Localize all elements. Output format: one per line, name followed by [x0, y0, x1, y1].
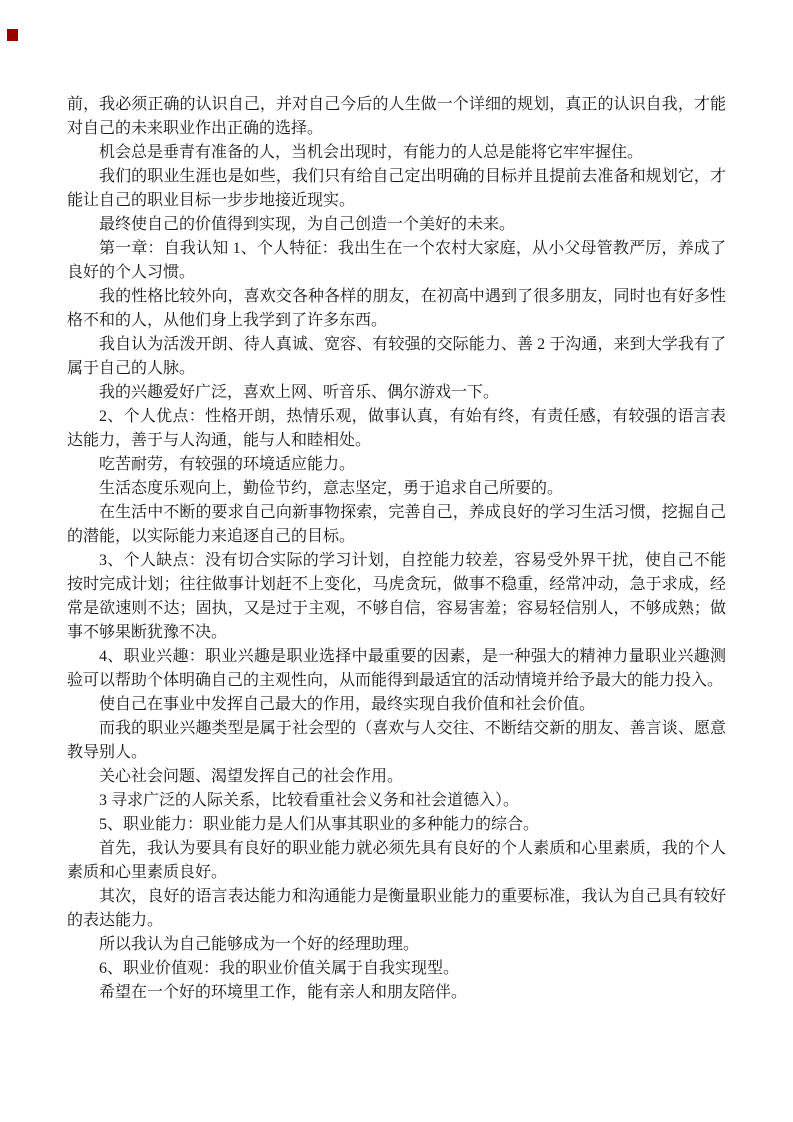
paragraph: 前，我必须正确的认识自己，并对自己今后的人生做一个详细的规划，真正的认识自我，才能对自己的未来职业作出正确的选择。	[67, 96, 726, 137]
paragraph: 使自己在事业中发挥自己最大的作用，最终实现自我价值和社会价值。	[99, 696, 596, 713]
paragraph: 我们的职业生涯也是如些，我们只有给自己定出明确的目标并且提前去准备和规划它，才能让自己的职业目标一步步地接近现实。	[67, 168, 726, 209]
paragraph: 吃苦耐劳，有较强的环境适应能力。	[99, 456, 356, 473]
red-square-marker	[7, 29, 18, 41]
paragraph: 而我的职业兴趣类型是属于社会型的（喜欢与人交往、不断结交新的朋友、善言谈、愿意教导别人。	[67, 720, 726, 761]
paragraph: 2、个人优点：性格开朗，热情乐观，做事认真，有始有终，有责任感，有较强的语言表达能力，善于与人沟通，能与人和睦相处。	[67, 408, 726, 449]
paragraph: 3 寻求广泛的人际关系，比较看重社会义务和社会道德入）。	[99, 792, 520, 809]
paragraph: 所以我认为自己能够成为一个好的经理助理。	[99, 936, 420, 953]
paragraph: 5、职业能力：职业能力是人们从事其职业的多种能力的综合。	[99, 816, 540, 833]
paragraph: 6、职业价值观：我的职业价值关属于自我实现型。	[99, 960, 460, 977]
paragraph: 最终使自己的价值得到实现，为自己创造一个美好的未来。	[99, 216, 516, 233]
paragraph: 我的性格比较外向，喜欢交各种各样的朋友，在初高中遇到了很多朋友，同时也有好多性格不和的人，从他们身上我学到了许多东西。	[67, 288, 726, 329]
paragraph: 关心社会问题、渴望发挥自己的社会作用。	[99, 768, 404, 785]
paragraph: 我的兴趣爱好广泛，喜欢上网、听音乐、偶尔游戏一下。	[99, 384, 500, 401]
paragraph: 3、个人缺点：没有切合实际的学习计划，自控能力较差，容易受外界干扰，使自己不能按时完成计划；往往做事计划赶不上变化，马虎贪玩，做事不稳重，经常冲动，急于求成，经常是欲速则不达；固执，又是过于主观，不够自信，容易害羞；容易轻信别人，不够成熟；做事不够果断犹豫不决。	[67, 552, 726, 641]
document-body	[67, 93, 726, 1005]
paragraph: 其次，良好的语言表达能力和沟通能力是衡量职业能力的重要标准，我认为自己具有较好的表达能力。	[67, 888, 726, 929]
paragraph: 我自认为活泼开朗、待人真诚、宽容、有较强的交际能力、善 2 于沟通，来到大学我有了属于自己的人脉。	[67, 336, 726, 377]
paragraph: 第一章：自我认知 1、个人特征：我出生在一个农村大家庭，从小父母管教严厉，养成了良好的个人习惯。	[67, 240, 726, 281]
paragraph: 4、职业兴趣：职业兴趣是职业选择中最重要的因素，是一种强大的精神力量职业兴趣测验可以帮助个体明确自己的主观性向，从而能得到最适宜的活动情境并给予最大的能力投入。	[67, 648, 726, 689]
paragraph: 生活态度乐观向上，勤俭节约，意志坚定，勇于追求自己所要的。	[99, 480, 564, 497]
paragraph: 在生活中不断的要求自己向新事物探索，完善自己，养成良好的学习生活习惯，挖掘自己的潜能，以实际能力来追逐自己的目标。	[67, 504, 726, 545]
paragraph: 希望在一个好的环境里工作，能有亲人和朋友陪伴。	[99, 984, 468, 1001]
paragraph: 首先，我认为要具有良好的职业能力就必须先具有良好的个人素质和心里素质，我的个人素质和心里素质良好。	[67, 840, 726, 881]
paragraph: 机会总是垂青有准备的人，当机会出现时，有能力的人总是能将它牢牢握住。	[99, 144, 644, 161]
